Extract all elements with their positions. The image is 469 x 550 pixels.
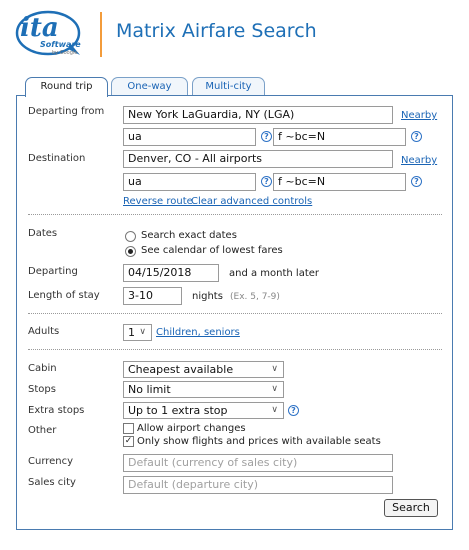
- search-button[interactable]: Search: [384, 499, 438, 517]
- section-divider: [28, 349, 442, 350]
- departing-routing-input[interactable]: ua: [123, 128, 256, 146]
- available-seats-checkbox[interactable]: [123, 436, 134, 447]
- chevron-down-icon: ∨: [271, 384, 278, 394]
- routing-help-icon[interactable]: ?: [261, 131, 272, 142]
- length-of-stay-input[interactable]: 3-10: [123, 287, 182, 305]
- departing-date-input[interactable]: 04/15/2018: [123, 264, 219, 282]
- stops-select[interactable]: [123, 381, 284, 398]
- destination-label: Destination: [28, 153, 86, 164]
- currency-label: Currency: [28, 456, 74, 467]
- clear-advanced-controls-link[interactable]: Clear advanced controls: [191, 196, 313, 207]
- departing-nearby-link[interactable]: Nearby: [401, 110, 438, 121]
- adults-label: Adults: [28, 326, 60, 337]
- extra-stops-label: Extra stops: [28, 405, 85, 416]
- stops-value: No limit: [128, 383, 171, 396]
- section-divider: [28, 313, 442, 314]
- adults-select[interactable]: [123, 324, 152, 341]
- ita-software-logo: [14, 9, 86, 59]
- adults-value: 1: [128, 326, 135, 339]
- chevron-down-icon: ∨: [271, 364, 278, 374]
- destination-extension-input[interactable]: f ~bc=N: [273, 173, 406, 191]
- tab-one-way[interactable]: One-way: [111, 77, 188, 96]
- chevron-down-icon: ∨: [139, 327, 146, 337]
- length-of-stay-hint: (Ex. 5, 7-9): [230, 292, 280, 302]
- destination-nearby-link[interactable]: Nearby: [401, 155, 438, 166]
- cabin-value: Cheapest available: [128, 363, 234, 376]
- extra-stops-value: Up to 1 extra stop: [128, 404, 228, 417]
- other-label: Other: [28, 425, 57, 436]
- departing-extension-input[interactable]: f ~bc=N: [273, 128, 406, 146]
- header-divider: [100, 12, 102, 57]
- date-range-suffix: and a month later: [229, 268, 320, 279]
- children-seniors-link[interactable]: Children, seniors: [156, 327, 240, 338]
- checkmark-icon: ✓: [124, 436, 133, 446]
- chevron-down-icon: ∨: [271, 405, 278, 415]
- tab-round-trip[interactable]: Round trip: [25, 77, 108, 97]
- exact-dates-label: Search exact dates: [141, 230, 237, 241]
- cabin-select[interactable]: [123, 361, 284, 378]
- nights-label: nights: [192, 291, 223, 302]
- calendar-label: See calendar of lowest fares: [141, 245, 283, 256]
- extra-stops-select[interactable]: [123, 402, 284, 419]
- departing-label: Departing: [28, 266, 78, 277]
- dates-label: Dates: [28, 228, 58, 239]
- extension-help-icon[interactable]: ?: [411, 131, 422, 142]
- logo-subtext: Software: [40, 40, 81, 49]
- destination-input[interactable]: Denver, CO - All airports: [123, 150, 393, 168]
- section-divider: [28, 214, 442, 215]
- length-of-stay-label: Length of stay: [28, 290, 100, 301]
- departing-from-label: Departing from: [28, 106, 105, 117]
- extra-stops-help-icon[interactable]: ?: [288, 405, 299, 416]
- exact-dates-radio[interactable]: [125, 231, 136, 242]
- routing-help-icon[interactable]: ?: [261, 176, 272, 187]
- reverse-route-link[interactable]: Reverse route: [123, 196, 193, 207]
- sales-city-label: Sales city: [28, 477, 76, 488]
- destination-routing-input[interactable]: ua: [123, 173, 256, 191]
- currency-input[interactable]: Default (currency of sales city): [123, 454, 393, 472]
- stops-label: Stops: [28, 384, 56, 395]
- calendar-radio[interactable]: [125, 246, 136, 257]
- logo-byline: by Google: [52, 50, 78, 56]
- departing-from-input[interactable]: New York LaGuardia, NY (LGA): [123, 106, 393, 124]
- cabin-label: Cabin: [28, 363, 57, 374]
- page-title: Matrix Airfare Search: [116, 20, 317, 42]
- available-seats-label: Only show flights and prices with available seats: [137, 436, 381, 447]
- allow-airport-changes-label: Allow airport changes: [137, 423, 246, 434]
- sales-city-input[interactable]: Default (departure city): [123, 476, 393, 494]
- tab-multi-city[interactable]: Multi-city: [192, 77, 265, 96]
- logo-text: ita: [20, 13, 59, 43]
- extension-help-icon[interactable]: ?: [411, 176, 422, 187]
- allow-airport-changes-checkbox[interactable]: [123, 423, 134, 434]
